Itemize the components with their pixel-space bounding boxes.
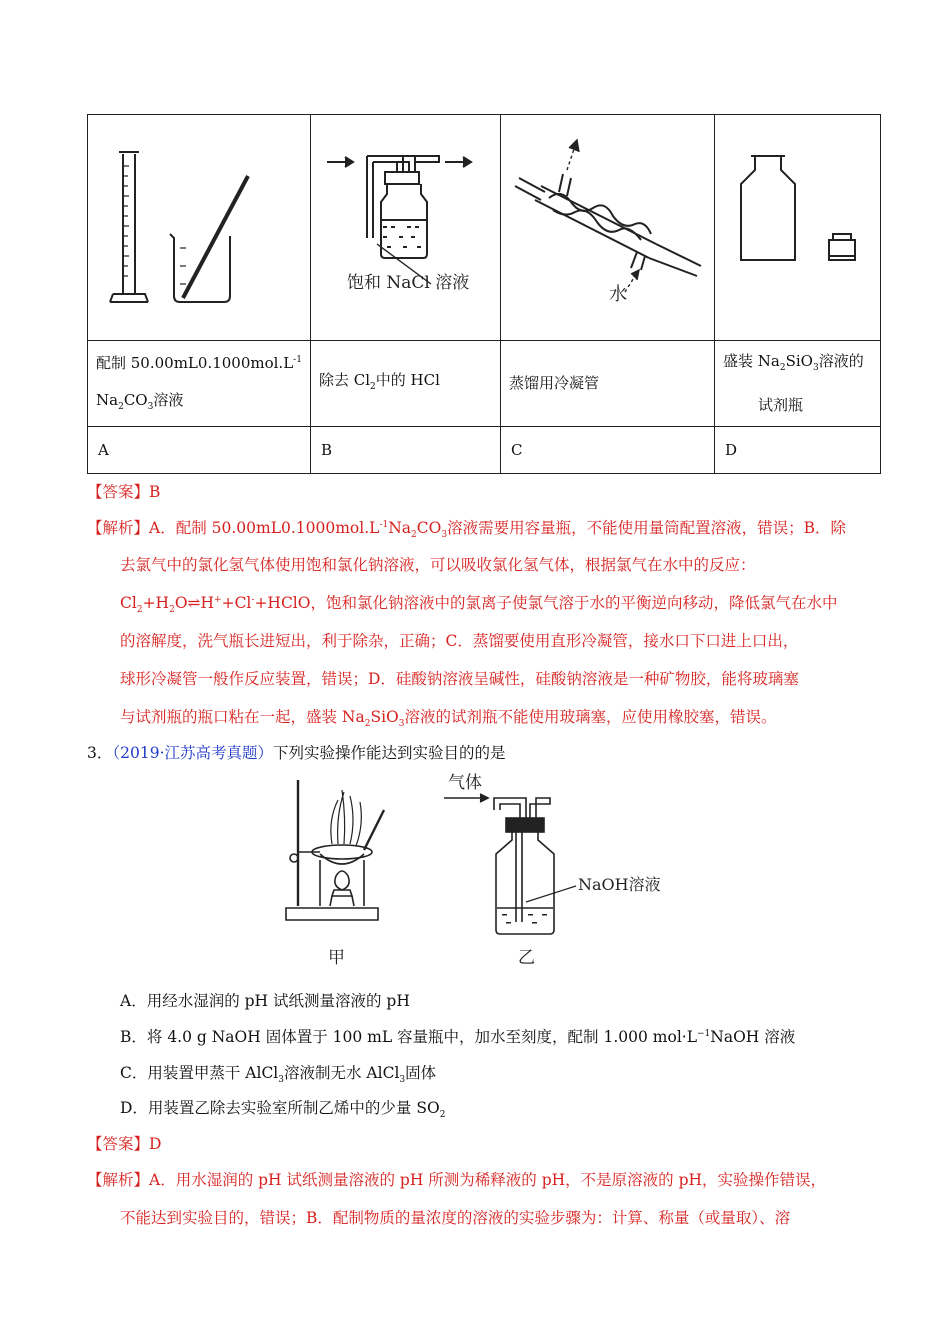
reagent-bottle-figure xyxy=(715,116,880,340)
fig-jia-label: 甲 xyxy=(328,948,345,968)
q2-analysis-line-2: 去氯气中的氯化氢气体使用饱和氯化钠溶液，可以吸收氯化氢气体，根据氯气在水中的反应： xyxy=(120,556,756,574)
graduated-cylinder-beaker-figure xyxy=(88,116,310,340)
label-a: A xyxy=(88,427,311,474)
q3-answer: 【答案】D xyxy=(87,1135,162,1153)
fig-gas-label: 气体 xyxy=(448,773,482,793)
apparatus-table xyxy=(87,114,881,474)
gas-washing-bottle-figure xyxy=(311,116,500,340)
q3-option-d: D．用装置乙除去实验室所制乙烯中的少量 $SO_2$ xyxy=(120,1099,446,1121)
q2-answer: 【答案】B xyxy=(87,483,161,501)
q2-analysis-line-6: 与试剂瓶的瓶口粘在一起，盛装 $Na_2SiO_3$溶液的试剂瓶不能使用玻璃塞，应使用橡胶塞，错误。 xyxy=(120,708,777,730)
apparatus-jia xyxy=(286,780,384,920)
caption-d: 盛装 $Na_2SiO_3$溶液的 试剂瓶 xyxy=(715,341,881,427)
label-c: C xyxy=(501,427,715,474)
label-b: B xyxy=(311,427,501,474)
q3-apparatus-figure xyxy=(280,770,680,970)
q3-option-c: C．用装置甲蒸干 AlCl$_3$溶液制无水 AlCl$_3$固体 xyxy=(120,1064,437,1086)
caption-a: 配制 $50.00mL0.1000mol.L^{-1}$ $Na_2CO_3$溶液 xyxy=(88,341,311,427)
q3-analysis-line-1: 【解析】A．用水湿润的 pH 试纸测量溶液的 pH 所测为稀释液的 pH，不是原溶液的 pH，实验操作错误， xyxy=(87,1171,827,1189)
fig-yi-label: 乙 xyxy=(518,948,535,968)
fig-c-label: 水 xyxy=(609,283,627,305)
q3-option-a: A．用经水湿润的 pH 试纸测量溶液的 pH xyxy=(120,992,410,1010)
q2-analysis-line-3: $Cl_2+H_2O\rightleftharpoons H^++Cl^-+HClO$，饱和氯化钠溶液中的氯离子使氯气溶于水的平衡逆向移动，降低氯气在水中 xyxy=(120,594,838,616)
caption-b: 除去 $Cl_2$中的 HCl xyxy=(311,341,501,427)
figure-cell-d xyxy=(715,115,881,341)
q3-source: （2019·江苏高考真题） xyxy=(112,744,273,762)
q2-analysis-line-5: 球形冷凝管一般作反应装置，错误；D．硅酸钠溶液呈碱性，硅酸钠溶液是一种矿物胶，能将玻璃塞 xyxy=(120,670,799,688)
figure-cell-c xyxy=(501,115,715,341)
q2-analysis-line-1: 【解析】A．配制 $50.00mL0.1000mol.L^{-1}Na_2CO_3$溶液需要用容量瓶，不能使用量筒配置溶液，错误；B．除 xyxy=(87,519,846,541)
fig-naoh-label: NaOH溶液 xyxy=(578,875,661,894)
label-d: D xyxy=(715,427,881,474)
caption-c: 蒸馏用冷凝管 xyxy=(501,341,715,427)
q3-option-b: B．将 4.0 g NaOH 固体置于 100 mL 容量瓶中，加水至刻度，配制 1.000 $mol\cdot L^{-1}NaOH$ 溶液 xyxy=(120,1028,796,1046)
apparatus-yi xyxy=(444,794,576,934)
q3-stem: 3．（2019·江苏高考真题）下列实验操作能达到实验目的的是 xyxy=(87,744,506,762)
q3-analysis-line-2: 不能达到实验目的，错误；B．配制物质的量浓度的溶液的实验步骤为：计算、称量（或量取）、溶 xyxy=(120,1209,791,1227)
fig-b-label: 饱和 NaCl 溶液 xyxy=(347,272,470,293)
figure-cell-a xyxy=(88,115,311,341)
q2-analysis-line-4: 的溶解度，洗气瓶长进短出，利于除杂，正确；C．蒸馏要使用直形冷凝管，接水口下口进上口出， xyxy=(120,632,799,650)
figure-cell-b xyxy=(311,115,501,341)
bulb-condenser-figure xyxy=(501,116,714,340)
